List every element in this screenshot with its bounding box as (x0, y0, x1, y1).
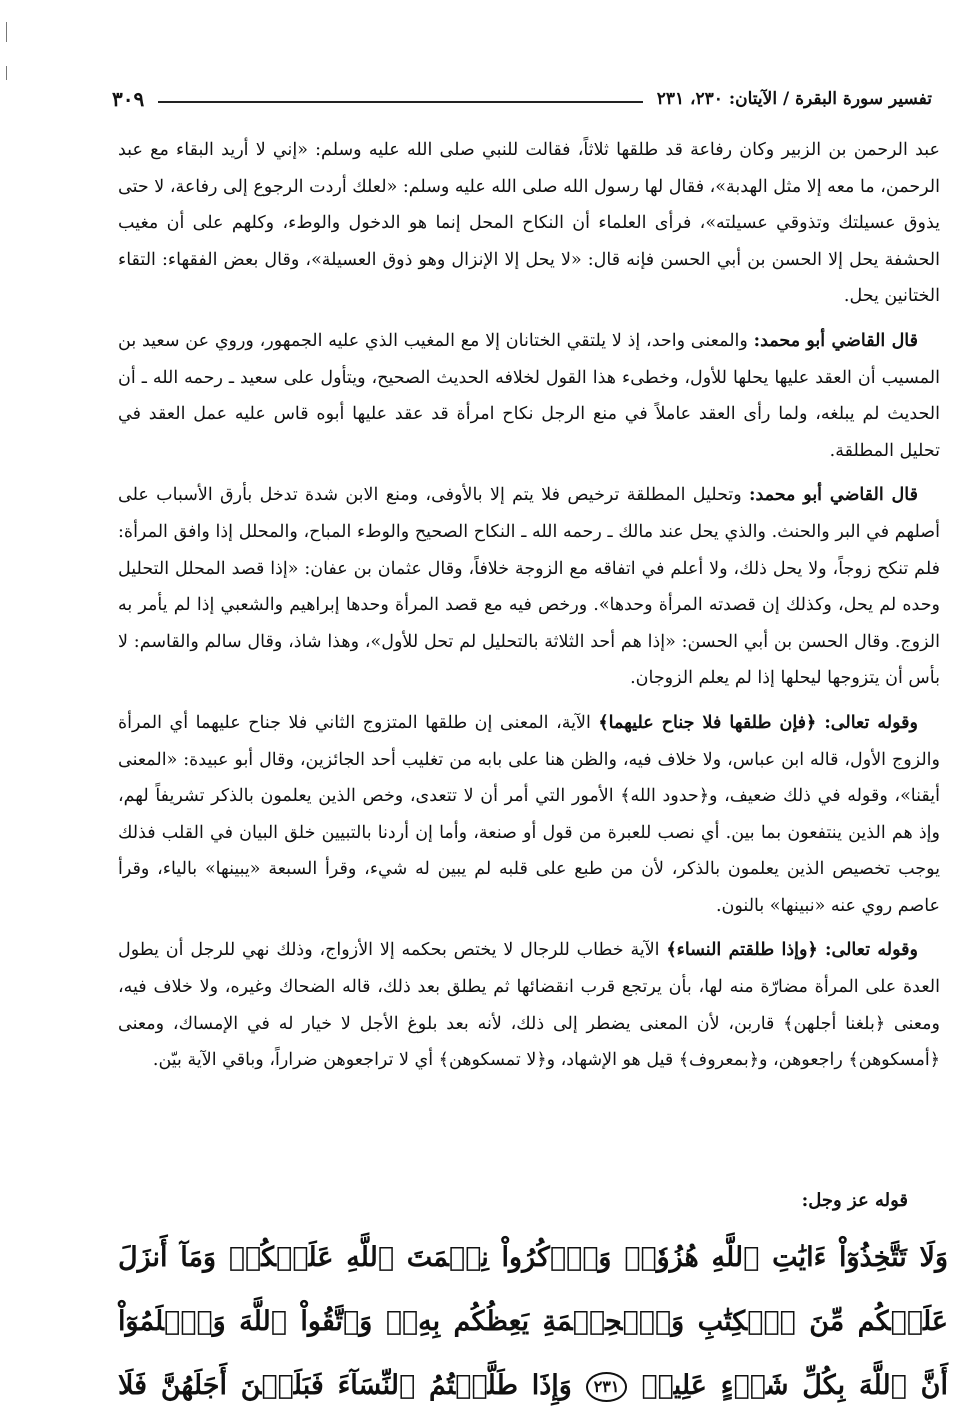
paragraph-lead: وقوله تعالى: ﴿وإذا طلقتم النساء﴾ (666, 940, 918, 961)
paragraph-text: الآية خطاب للرجال لا يختص بحكمه إلا الأزواج، وذلك نهي للرجل أن يطول العدة على المرأة مضارّة منه لها، بأن يرتجع قرب انقضائها ثم يطلق بعد ذلك، قاله الضحاك وغيره، ولا خلاف فيه، ومعنى ﴿بلغنا أجلهن﴾ قاربن، لأن المعنى يضطر إلى ذلك، لأنه بعد بلوغ الأجل لا خيار له في الإمساك، ومعنى ﴿أمسكوهن﴾ راجعوهن، و﴿بمعروف﴾ قيل هو الإشهاد، و﴿لا تمسكوهن﴾ أي لا تراجعوهن ضراراً، وباقي الآية بيّن. (118, 940, 940, 1071)
running-header (112, 82, 932, 116)
paragraph-text: الآية، المعنى إن طلقها المتزوج الثاني فلا جناح عليهما أي المرأة والزوج الأول، قاله ابن عباس، ولا خلاف فيه، والظن هنا على بابه من تغليب أحد الجائزين، وقال أبو عبيدة: «المعنى أيقنا»، وقوله في ذلك ضعيف، و﴿حدود الله﴾ الأمور التي أمر أن لا تتعدى، وخص الذين يعلمون بالذكر تشريفاً لهم، وإذ هم الذين ينتفعون بما بين. أي نصب للعبرة من قول أو صنعة، وأما إن أردنا بالتبيين خلق البيان في القلب فذلك يوجب تخصيص الذين يعلمون بالذكر، لأن من طبع على قلبه لم يبين له شيء، وقرأ السبعة «يبينها» بالياء، وقرأ عاصم روي عنه «نبينها» بالنون. (118, 712, 940, 916)
header-rule (158, 101, 642, 103)
paragraph-lead: قال القاضي أبو محمد: (749, 485, 918, 506)
paragraph-text: عبد الرحمن بن الزبير وكان رفاعة قد طلقها ثلاثاً، فقالت للنبي صلى الله عليه وسلم: «إني لا أريد البقاء مع عبد الرحمن، ما معه إلا مثل الهدبة»، فقال لها رسول الله صلى الله عليه وسلم: «لعلك أردت الرجوع إلى رفاعة، لا حتى يذوق عسيلتك وتذوقي عسيلته»، فرأى العلماء أن النكاح المحل إنما هو الدخول والوطء، وكلهم على أن مغيب الحشفة يحل إلا الحسن بن أبي الحسن فإنه قال: «لا يحل إلا الإنزال وهو ذوق العسيلة»، وقال بعض الفقهاء: التقاء الختانين يحل. (118, 140, 940, 307)
scan-margin-mark (6, 22, 7, 42)
paragraph (118, 705, 940, 925)
quran-text: وَلَا تَتَّخِذُوٓاْ ءَايَٰتِ ٱللَّهِ هُزُوٗاۚ وَٱذۡكُرُواْ نِعۡمَتَ ٱللَّهِ عَلَيۡكُمۡ وَمَآ أَنزَلَ عَلَيۡكُم مِّنَ ٱلۡكِتَٰبِ وَٱلۡحِكۡمَةِ يَعِظُكُم بِهِۦۚ وَٱتَّقُواْ ٱللَّهَ وَٱعۡلَمُوٓاْ أَنَّ ٱللَّهَ بِكُلِّ شَيۡءٍ عَلِيمٞ (118, 1242, 948, 1401)
scan-margin-mark (6, 66, 7, 80)
paragraph-lead: قال القاضي أبو محمد: (753, 330, 918, 351)
paragraph-lead: وقوله تعالى: ﴿فإن طلقها فلا جناح عليهما﴾ (598, 712, 918, 733)
paragraph-text: والمعنى واحد، إذ لا يلتقي الختانان إلا مع المغيب الذي عليه الجمهور، وروي عن سعيد بن المسيب أن العقد عليها يحلها للأول، وخطىء هذا القول لخلافه الحديث الصحيح، ويتأول على سعيد ـ رحمه الله ـ أن الحديث لم يبلغه، ولما رأى العقد عاملاً في منع الرجل نكاح امرأة قد عقد عليها أبوه قاس عليه عمل العقد في تحليل المطلقة. (118, 330, 940, 461)
paragraph (118, 477, 940, 697)
verse-intro: قوله عز وجل: (801, 1190, 908, 1211)
quran-verse-block (118, 1226, 948, 1418)
paragraph (118, 132, 940, 315)
commentary-body (118, 132, 940, 1087)
paragraph (118, 323, 940, 469)
paragraph-text: وتحليل المطلقة ترخيص فلا يتم إلا بالأوفى، ومنع الابن شدة تدخل بأرق الأسباب على أصلهم في البر والحنث. والذي يحل عند مالك ـ رحمه الله ـ النكاح الصحيح والوطء المباح، والمحلل إذا وافق المرأة: فلم تنكح زوجاً، ولا يحل ذلك، ولا أعلم في اتفاقه مع الزوجة خلافاً، وقال عثمان بن عفان: «إذا قصد المحلل التحليل وحده لم يحل، وكذلك إن قصدته المرأة وحدها». ورخص فيه مع قصد المرأة وحدها إبراهيم والشعبي إذا لم يأمر به الزوج. وقال الحسن بن أبي الحسن: «إذا هم أحد الثلاثة بالتحليل لم تحل للأول»، وهذا شاذ، وقال سالم والقاسم: لا بأس أن يتزوجها ليحلها إذا لم يعلم الزوجان. (118, 485, 940, 689)
page-number: ٣٠٩ (112, 87, 145, 111)
running-title: تفسير سورة البقرة / الآيتان: ٢٣٠، ٢٣١ (656, 89, 932, 109)
ayah-number-marker: ٢٣١ (586, 1372, 628, 1402)
paragraph (118, 932, 940, 1078)
quran-text: وَإِذَا طَلَّقۡتُمُ ٱلنِّسَآءَ فَبَلَغۡنَ أَجَلَهُنَّ فَلَا (118, 1370, 572, 1401)
